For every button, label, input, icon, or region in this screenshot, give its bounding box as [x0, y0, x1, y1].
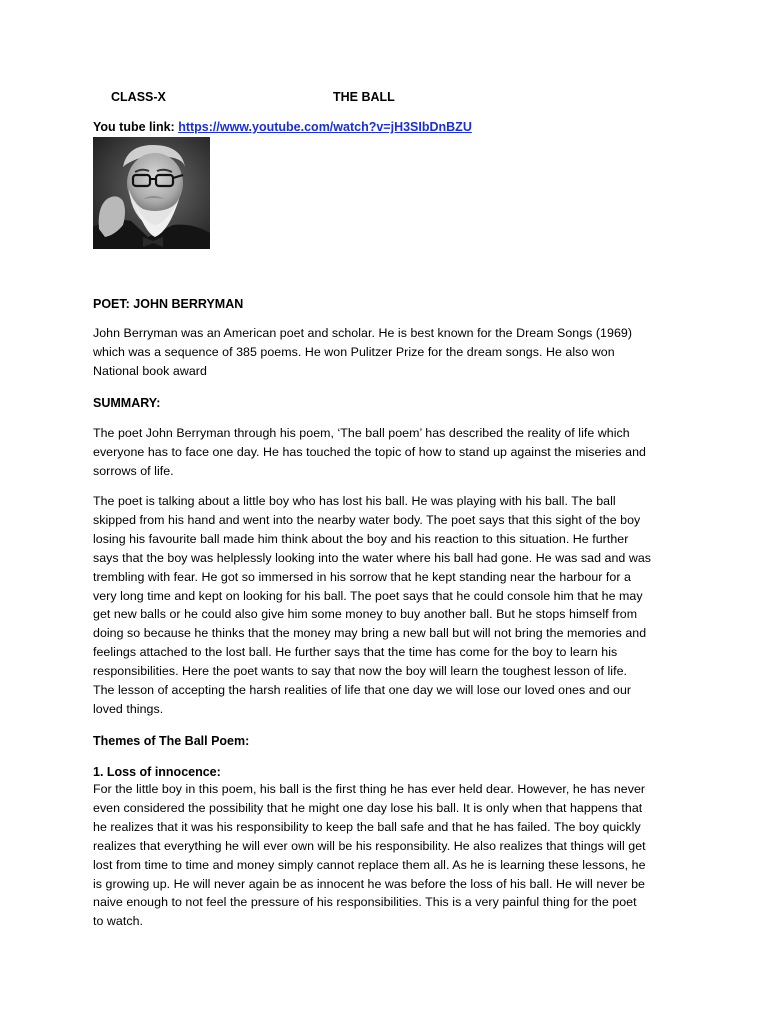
summary-line: sorrows of life.	[93, 463, 174, 478]
summary-line: doing so because he thinks that the money may bring a new ball but will not bring the memories and	[93, 626, 647, 641]
themes-heading: Themes of The Ball Poem:	[93, 734, 250, 748]
youtube-link-label: You tube link:	[93, 120, 179, 134]
summary-line: very long time and kept on looking for his ball. The poet says that he could console him that he may	[93, 588, 643, 603]
theme-line: he realizes that it was his responsibility to keep the ball safe and that he has failed. The boy quickly	[93, 819, 641, 834]
theme-line: For the little boy in this poem, his ball is the first thing he has ever held dear. However, he has never	[93, 782, 646, 796]
bio-paragraph	[93, 324, 683, 381]
theme-line: to watch.	[93, 914, 144, 929]
bio-line: which was a sequence of 385 poems. He won Pulitzer Prize for the dream songs. He also won	[93, 344, 615, 359]
theme-line: naive enough to not feel the pressure of his responsibilities. This is a very painful thing for the poet	[93, 895, 637, 910]
summary-line: says that the boy was helplessly looking into the water where his ball had gone. He was sad and was	[93, 550, 652, 565]
theme-1-paragraph	[93, 780, 683, 931]
theme-line: realizes that everything he will ever own will be his responsibility. He also realizes that things will get	[93, 838, 646, 853]
youtube-link-line	[93, 118, 472, 136]
summary-line: trembling with fear. He got so immersed in his sorrow that he kept standing near the harbour for a	[93, 569, 631, 584]
summary-paragraph-1	[93, 424, 683, 481]
poet-heading: POET: JOHN BERRYMAN	[93, 297, 244, 311]
document-title: THE BALL	[333, 90, 395, 104]
summary-line: The poet is talking about a little boy who has lost his ball. He was playing with his ball. The ball	[93, 494, 616, 508]
youtube-link[interactable]: https://www.youtube.com/watch?v=jH3SIbDnBZU	[178, 120, 472, 134]
summary-line: The poet John Berryman through his poem, ‘The ball poem’ has described the reality of life which	[93, 426, 630, 440]
summary-paragraph-2	[93, 492, 683, 719]
theme-line: is growing up. He will never again be as innocent he was before the loss of his ball. He will never be	[93, 876, 645, 891]
theme-line: lost from time to time and money simply cannot replace them all. As he is learning these lessons, he	[93, 857, 646, 872]
summary-line: The lesson of accepting the harsh realities of life that one day we will lose our loved ones and our	[93, 683, 632, 698]
theme-1-heading: 1. Loss of innocence:	[93, 765, 221, 779]
summary-line: losing his favourite ball made him think about the boy and his reaction to this situation. He further	[93, 531, 629, 546]
summary-line: skipped from his hand and went into the nearby water body. The poet says that this sight of the boy	[93, 512, 641, 527]
bio-line: National book award	[93, 363, 207, 378]
summary-line: responsibilities. Here the poet wants to say that now the boy will learn the toughest lesson of life.	[93, 664, 628, 679]
class-label: CLASS-X	[111, 90, 166, 104]
summary-line: feelings attached to the lost ball. He further says that the time has come for the boy to learn his	[93, 645, 618, 660]
poet-portrait-photo	[93, 137, 210, 249]
summary-line: loved things.	[93, 701, 164, 716]
summary-line: everyone has to face one day. He has touched the topic of how to stand up against the miseries and	[93, 444, 646, 459]
summary-heading: SUMMARY:	[93, 396, 161, 410]
summary-line: get new balls or he could also give him some money to buy another ball. But he stops himself from	[93, 607, 638, 622]
bio-line: John Berryman was an American poet and scholar. He is best known for the Dream Songs (1969)	[93, 326, 632, 340]
theme-line: even considered the possibility that he might one day lose his ball. It is only when that happens that	[93, 800, 643, 815]
